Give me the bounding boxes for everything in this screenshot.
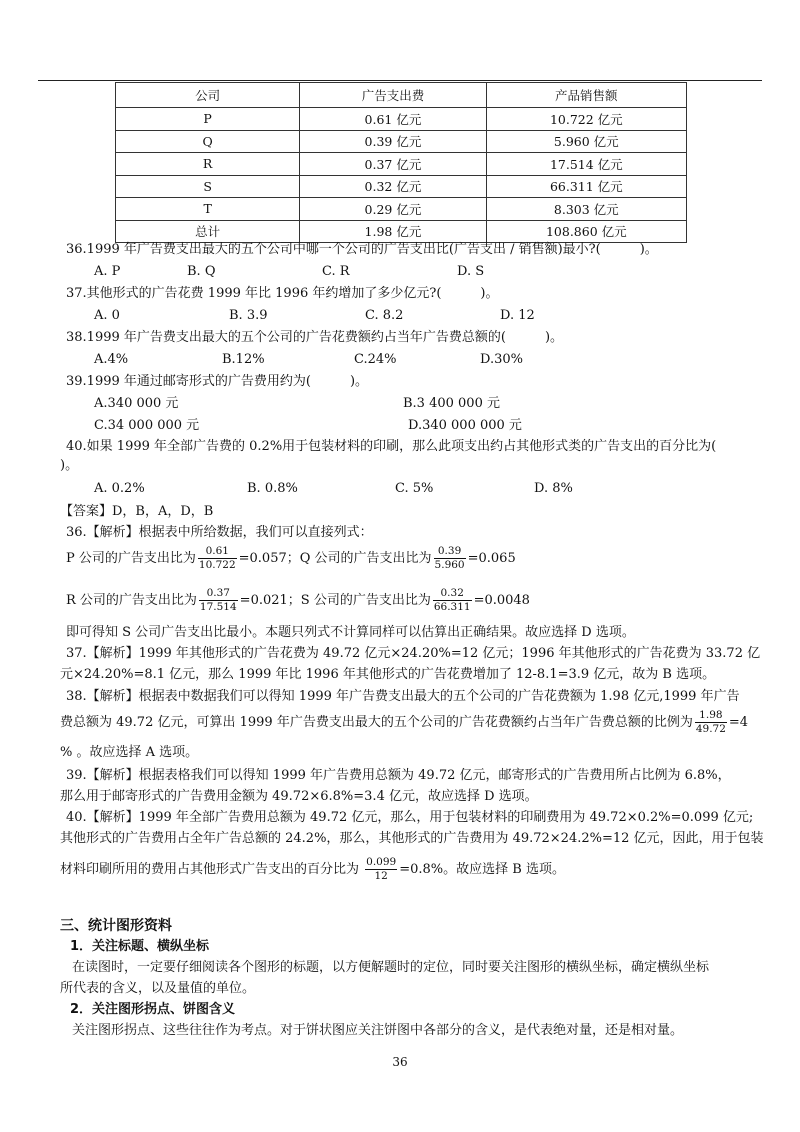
- answer-line: 【答案】D，B，A，D，B: [60, 504, 214, 519]
- table-cell: 0.32 亿元: [300, 175, 486, 198]
- table-cell: Q: [116, 130, 300, 153]
- option-d: D. 8%: [534, 481, 573, 496]
- option-d: D.340 000 000 元: [408, 418, 522, 433]
- explanation-38-cont: [60, 709, 748, 736]
- section-title: 三、统计图形资料: [60, 918, 172, 934]
- denominator: 5.960: [434, 559, 465, 571]
- table-row: [116, 108, 687, 131]
- question-36: 36.1999 年广告费支出最大的五个公司中哪一个公司的广告支出比(广告支出 / 销售额)最小?( )。: [66, 242, 658, 257]
- formula-text: ；S 公司的广告支出比为: [287, 593, 431, 608]
- table-cell: P: [116, 108, 300, 131]
- subsection-heading-2: 2．关注图形拐点、饼图含义: [70, 1002, 236, 1017]
- explanation-39: 39.【解析】根据表格我们可以得知 1999 年广告费用总额为 49.72 亿元，邮寄形式的广告费用所占比例为 6.8%，: [66, 768, 731, 783]
- paragraph-2: 关注图形拐点、这些往往作为考点。对于饼状图应关注饼图中各部分的含义，是代表绝对量，还是相对量。: [72, 1023, 684, 1038]
- denominator: 12: [374, 870, 388, 882]
- denominator: 10.722: [198, 559, 236, 571]
- explanation-38-end: % 。故应选择 A 选项。: [60, 745, 199, 760]
- option-d: D. 12: [500, 308, 535, 323]
- question-40-end: )。: [60, 458, 79, 473]
- denominator: 49.72: [695, 723, 726, 735]
- table-row: [116, 153, 687, 176]
- explanation-36: 36.【解析】根据表中所给数据，我们可以直接列式：: [66, 525, 373, 540]
- formula-result: =0.021: [239, 593, 288, 608]
- formula-rs: [66, 587, 530, 614]
- table-header-cell: 公司: [116, 83, 300, 108]
- table-row: [116, 198, 687, 221]
- option-b: B.12%: [222, 352, 265, 367]
- table-cell: 1.98 亿元: [300, 220, 486, 243]
- question-40: 40.如果 1999 年全部广告费的 0.2%用于包装材料的印刷，那么此项支出约占其他形式类的广告支出的百分比为(: [66, 439, 717, 454]
- question-37: 37.其他形式的广告花费 1999 年比 1996 年约增加了多少亿元?( )。: [66, 286, 499, 301]
- question-39: 39.1999 年通过邮寄形式的广告费用约为( )。: [66, 374, 369, 389]
- table-cell: 8.303 亿元: [486, 198, 686, 221]
- numerator: 0.37: [199, 587, 238, 601]
- option-a: A. 0: [94, 308, 120, 323]
- formula-text: R 公司的广告支出比为: [66, 593, 197, 608]
- table-row: [116, 130, 687, 153]
- denominator: 66.311: [433, 601, 471, 613]
- table-cell: 17.514 亿元: [486, 153, 686, 176]
- table-header-cell: 产品销售额: [486, 83, 686, 108]
- subsection-heading-1: 1．关注标题、横纵坐标: [70, 939, 210, 954]
- formula-result: =0.065: [467, 551, 516, 566]
- formula-text: 材料印刷所用的费用占其他形式广告支出的百分比为: [60, 862, 360, 877]
- table-row: [116, 175, 687, 198]
- table-cell: 0.39 亿元: [300, 130, 486, 153]
- explanation-36-conclusion: 即可得知 S 公司广告支出比最小。本题只列式不计算同样可以估算出正确结果。故应选择 D 选项。: [66, 625, 635, 640]
- explanation-40: 40.【解析】1999 年全部广告费用总额为 49.72 亿元，那么，用于包装材料的印刷费用为 49.72×0.2%=0.099 亿元;: [66, 810, 754, 825]
- ad-spending-table: [115, 82, 687, 243]
- fraction: [198, 545, 237, 572]
- table-cell: 10.722 亿元: [486, 108, 686, 131]
- table-cell: 66.311 亿元: [486, 175, 686, 198]
- option-a: A. P: [94, 264, 121, 279]
- option-c: C.34 000 000 元: [94, 418, 200, 433]
- formula-result: =0.8%。故应选择 B 选项。: [399, 862, 565, 877]
- explanation-40-cont: 其他形式的广告费用占全年广告总额的 24.2%，那么，其他形式的广告费用为 49.72×24.2%=12 亿元，因此，用于包装: [60, 831, 764, 846]
- option-a: A. 0.2%: [94, 481, 145, 496]
- denominator: 17.514: [199, 601, 237, 613]
- explanation-38: 38.【解析】根据表中数据我们可以得知 1999 年广告费支出最大的五个公司的广告花费额为 1.98 亿元,1999 年广告: [66, 689, 740, 704]
- option-a: A.340 000 元: [94, 396, 179, 411]
- fraction: [199, 587, 238, 614]
- option-c: C. 5%: [395, 481, 434, 496]
- table-header-cell: 广告支出费: [300, 83, 486, 108]
- option-b: B. 3.9: [229, 308, 268, 323]
- option-a: A.4%: [94, 352, 129, 367]
- fraction: [695, 709, 727, 736]
- option-c: C. R: [322, 264, 350, 279]
- explanation-37: 37.【解析】1999 年其他形式的广告花费为 49.72 亿元×24.20%=12 亿元；1996 年其他形式的广告花费为 33.72 亿: [66, 646, 761, 661]
- option-d: D.30%: [480, 352, 523, 367]
- explanation-40-end: [60, 856, 565, 883]
- table-cell: 108.860 亿元: [486, 220, 686, 243]
- formula-result: =0.057: [238, 551, 287, 566]
- paragraph-1-cont: 所代表的含义，以及量值的单位。: [60, 981, 256, 996]
- option-b: B. 0.8%: [247, 481, 298, 496]
- fraction: [434, 545, 466, 572]
- table-cell: 总计: [116, 220, 300, 243]
- page-number: 36: [392, 1055, 408, 1069]
- numerator: 0.39: [434, 545, 466, 559]
- numerator: 0.61: [198, 545, 237, 559]
- top-rule: [38, 80, 762, 81]
- formula-text: ；Q 公司的广告支出比为: [286, 551, 432, 566]
- fraction: [433, 587, 472, 614]
- paragraph-1: 在读图时，一定要仔细阅读各个图形的标题，以方便解题时的定位，同时要关注图形的横纵坐标，确定横纵坐标: [72, 960, 710, 975]
- option-c: C. 8.2: [365, 308, 404, 323]
- numerator: 0.32: [433, 587, 472, 601]
- table-cell: R: [116, 153, 300, 176]
- table-header-row: [116, 83, 687, 108]
- option-b: B.3 400 000 元: [403, 396, 500, 411]
- fraction: [365, 856, 397, 883]
- table-cell: 5.960 亿元: [486, 130, 686, 153]
- table-cell: 0.61 亿元: [300, 108, 486, 131]
- table-cell: 0.37 亿元: [300, 153, 486, 176]
- option-c: C.24%: [354, 352, 397, 367]
- question-38: 38.1999 年广告费支出最大的五个公司的广告花费额约占当年广告费总额的( )。: [66, 330, 564, 345]
- table-cell: T: [116, 198, 300, 221]
- table-cell: S: [116, 175, 300, 198]
- formula-result: =4: [728, 715, 749, 730]
- option-b: B. Q: [187, 264, 216, 279]
- formula-pq: [66, 545, 516, 572]
- formula-text: 费总额为 49.72 亿元，可算出 1999 年广告费支出最大的五个公司的广告花费额约占当年广告费总额的比例为: [60, 715, 693, 730]
- numerator: 1.98: [695, 709, 727, 723]
- explanation-37-cont: 元×24.20%=8.1 亿元，那么 1999 年比 1996 年其他形式的广告花费增加了 12-8.1=3.9 亿元，故为 B 选项。: [60, 667, 716, 682]
- formula-text: P 公司的广告支出比为: [66, 551, 196, 566]
- table-row: [116, 220, 687, 243]
- option-d: D. S: [457, 264, 485, 279]
- explanation-39-cont: 那么用于邮寄形式的广告费用金额为 49.72×6.8%=3.4 亿元，故应选择 D 选项。: [60, 789, 538, 804]
- numerator: 0.099: [366, 856, 397, 868]
- table-cell: 0.29 亿元: [300, 198, 486, 221]
- formula-result: =0.0048: [473, 593, 530, 608]
